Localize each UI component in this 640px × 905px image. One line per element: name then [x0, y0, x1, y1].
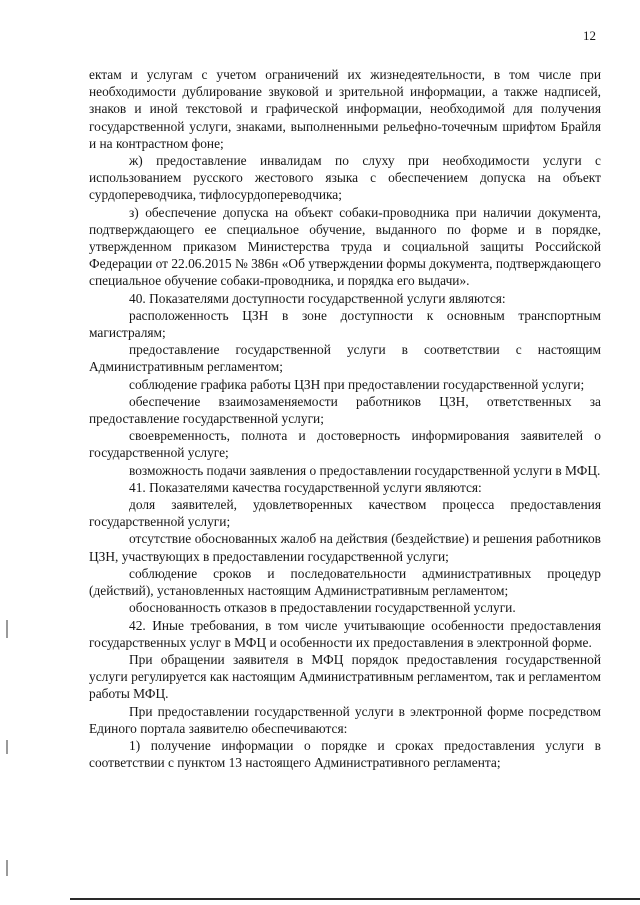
paragraph: При обращении заявителя в МФЦ порядок предоставления государственной услуги регулируется как настоящим Административным регламентом, так и регламентом работы МФЦ.: [89, 651, 601, 702]
paragraph: отсутствие обоснованных жалоб на действия (бездействие) и решения работников ЦЗН, участвующих в предоставлении государственной услуги;: [89, 531, 601, 564]
paragraph: соблюдение графика работы ЦЗН при предоставлении государственной услуги;: [129, 376, 585, 392]
paragraph: расположенность ЦЗН в зоне доступности к основным транспортным магистралям;: [89, 307, 601, 341]
paragraph: обеспечение взаимозаменяемости работников ЦЗН, ответственных за предоставление государственной услуги;: [89, 393, 601, 427]
scan-artifact: [6, 740, 8, 754]
paragraph: возможность подачи заявления о предоставлении государственной услуги в МФЦ.: [129, 462, 601, 478]
paragraph: ектам и услугам с учетом ограничений их жизнедеятельности, в том числе при необходимости дублирование звуковой и зрительной информации, а также надписей, знаков и иной текстовой и графической информации, необходимой для получения государственной услуги, знаками, выполненными рельефно-точечным шрифтом Брайля и на контрастном фоне;: [89, 67, 601, 151]
paragraph: доля заявителей, удовлетворенных качеством процесса предоставления государственной услуги;: [89, 497, 601, 530]
paragraph: ж) предоставление инвалидам по слуху при необходимости услуги с использованием русского жестового языка с обеспечением допуска на объект сурдопереводчика, тифлосурдопереводчика;: [89, 153, 601, 203]
paragraph: своевременность, полнота и достоверность информирования заявителей о государственной услуге;: [89, 428, 601, 461]
scan-artifact: [6, 620, 8, 638]
paragraph: соблюдение сроков и последовательности административных процедур (действий), установленных настоящим Административным регламентом;: [89, 565, 601, 599]
page-number: 12: [583, 28, 596, 43]
paragraph: 1) получение информации о порядке и сроках предоставления услуги в соответствии с пунктом 13 настоящего Административного регламента;: [89, 737, 601, 771]
document-body: [89, 66, 601, 771]
scan-bottom-edge: [70, 898, 640, 900]
paragraph: 41. Показателями качества государственной услуги являются:: [129, 479, 482, 495]
paragraph: предоставление государственной услуги в соответствии с настоящим Административным регламентом;: [89, 342, 601, 375]
paragraph: При предоставлении государственной услуги в электронной форме посредством Единого портала заявителю обеспечиваются:: [89, 703, 601, 736]
scan-artifact: [6, 860, 8, 876]
paragraph: 42. Иные требования, в том числе учитывающие особенности предоставления государственных услуг в МФЦ и особенности их предоставления в электронной форме.: [89, 617, 601, 650]
paragraph: з) обеспечение допуска на объект собаки-проводника при наличии документа, подтверждающего ее специальное обучение, выданного по форме и в порядке, утвержденном приказом Министерства труда и социальной защиты Российской Федерации от 22.06.2015 № 386н «Об утверждении формы документа, подтверждающего специальное обучение собаки-проводника, и порядка его выдачи».: [89, 204, 601, 289]
paragraph: обоснованность отказов в предоставлении государственной услуги.: [129, 600, 516, 616]
paragraph: 40. Показателями доступности государственной услуги являются:: [129, 290, 506, 306]
